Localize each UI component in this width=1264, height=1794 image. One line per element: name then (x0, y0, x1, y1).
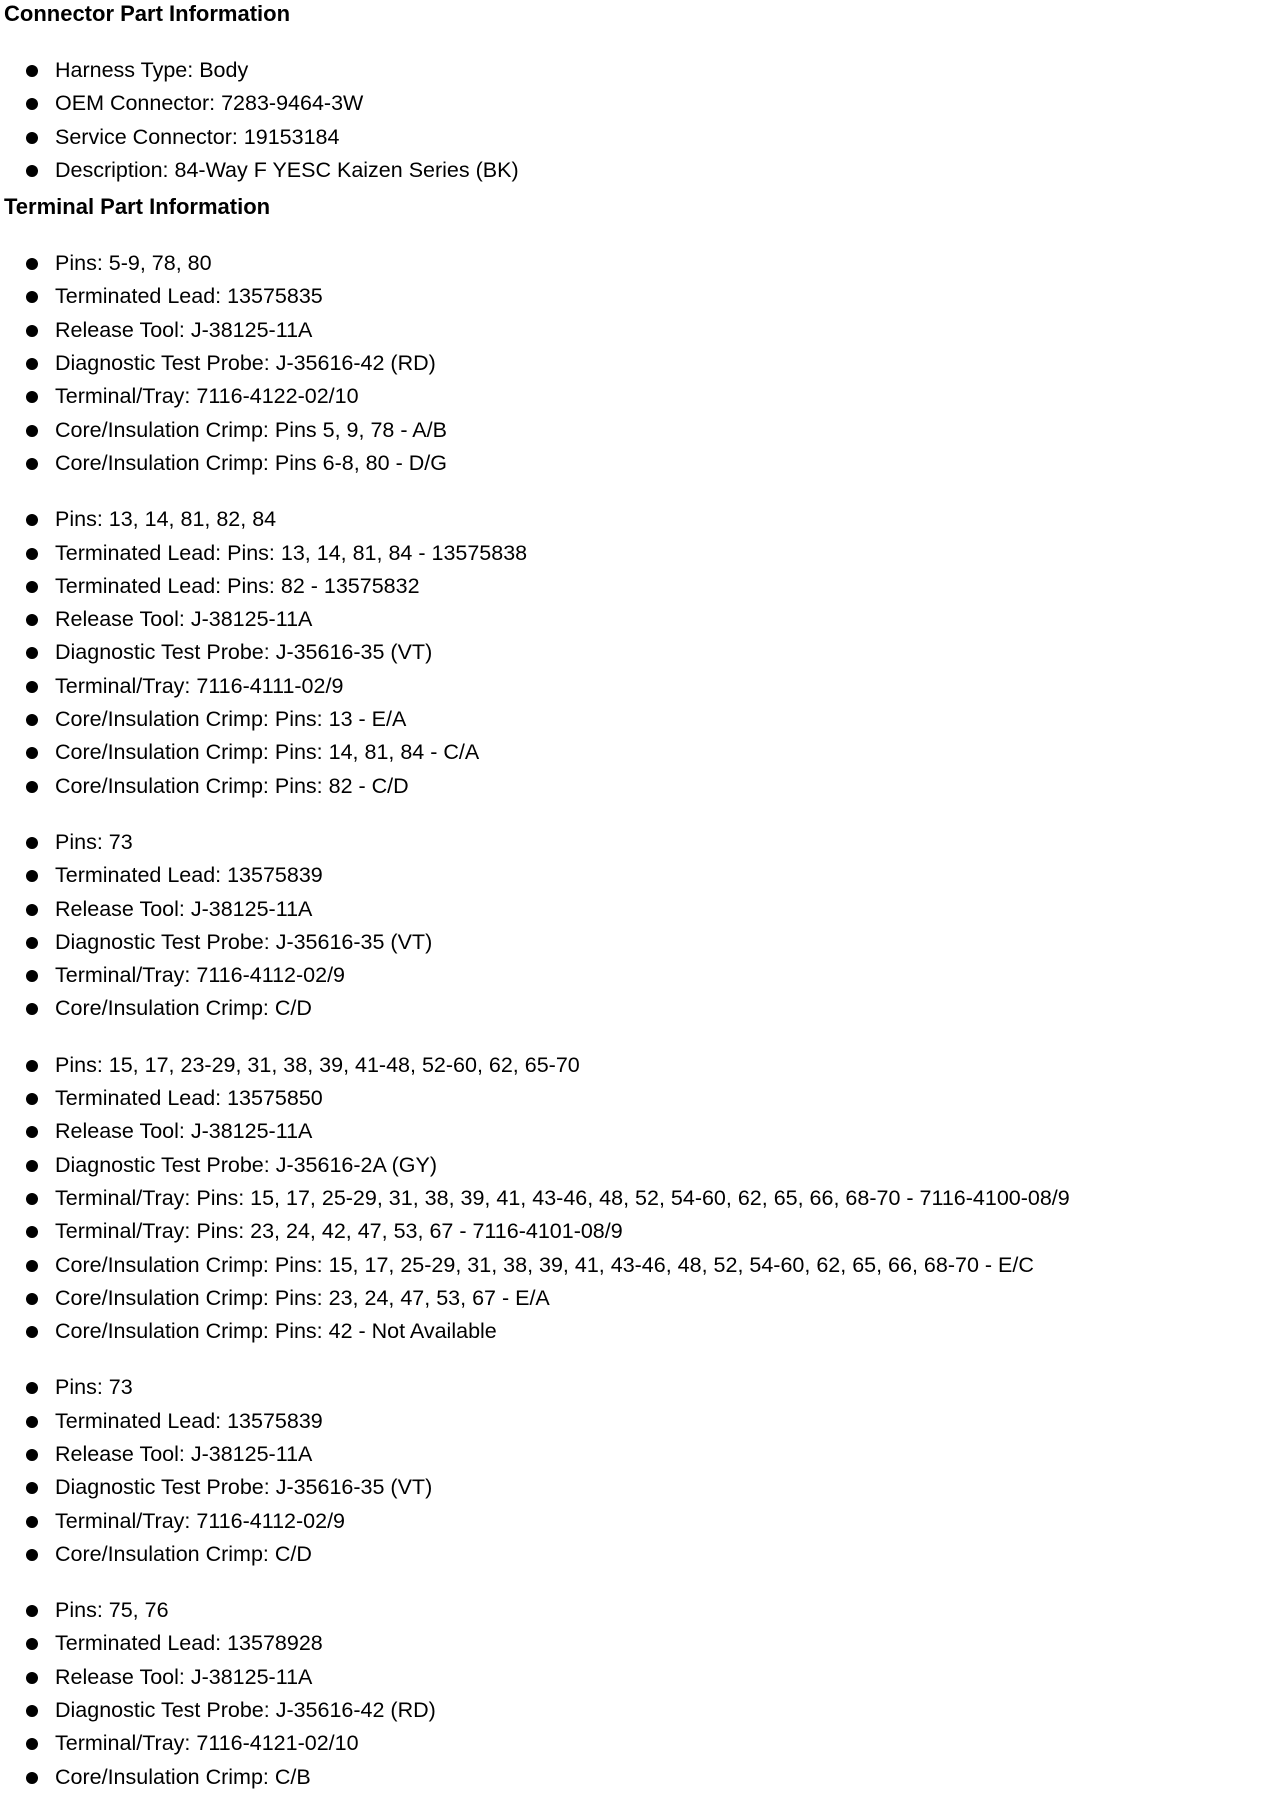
terminal-info-item: Core/Insulation Crimp: Pins: 82 - C/D (4, 770, 1264, 803)
terminal-info-item: Diagnostic Test Probe: J-35616-35 (VT) (4, 926, 1264, 959)
terminal-info-item: Terminated Lead: Pins: 13, 14, 81, 84 - 13575838 (4, 537, 1264, 570)
terminal-info-item: Terminated Lead: 13575850 (4, 1082, 1264, 1115)
terminal-group (4, 1049, 1264, 1349)
connector-info-item: OEM Connector: 7283-9464-3W (4, 87, 1264, 120)
terminal-info-item: Release Tool: J-38125-11A (4, 1438, 1264, 1471)
terminal-info-item: Core/Insulation Crimp: C/B (4, 1761, 1264, 1794)
terminal-info-item: Core/Insulation Crimp: Pins: 15, 17, 25-29, 31, 38, 39, 41, 43-46, 48, 52, 54-60, 62, 65, 66, 68-70 - E/C (4, 1249, 1264, 1282)
connector-part-list (4, 54, 1264, 187)
connector-part-heading: Connector Part Information (4, 1, 291, 26)
terminal-info-item: Diagnostic Test Probe: J-35616-2A (GY) (4, 1149, 1264, 1182)
terminal-part-heading: Terminal Part Information (4, 194, 271, 220)
terminal-info-item: Terminated Lead: 13575839 (4, 1405, 1264, 1438)
terminal-group (4, 503, 1264, 803)
terminal-info-item: Release Tool: J-38125-11A (4, 1115, 1264, 1148)
terminal-info-item: Core/Insulation Crimp: Pins: 14, 81, 84 - C/A (4, 736, 1264, 769)
terminal-info-item: Pins: 73 (4, 1371, 1264, 1404)
terminal-info-item: Terminated Lead: 13575835 (4, 280, 1264, 313)
terminal-info-item: Core/Insulation Crimp: Pins 5, 9, 78 - A/B (4, 414, 1264, 447)
terminal-info-item: Release Tool: J-38125-11A (4, 893, 1264, 926)
terminal-info-item: Terminal/Tray: 7116-4111-02/9 (4, 670, 1264, 703)
terminal-info-item: Terminal/Tray: Pins: 15, 17, 25-29, 31, 38, 39, 41, 43-46, 48, 52, 54-60, 62, 65, 66, 68-70 - 7116-4100-08/9 (4, 1182, 1264, 1215)
terminal-info-item: Core/Insulation Crimp: Pins: 13 - E/A (4, 703, 1264, 736)
terminal-info-item: Terminal/Tray: 7116-4121-02/10 (4, 1727, 1264, 1760)
terminal-group (4, 247, 1264, 480)
terminal-group (4, 1594, 1264, 1794)
terminal-info-item: Diagnostic Test Probe: J-35616-35 (VT) (4, 636, 1264, 669)
connector-info-item: Harness Type: Body (4, 54, 1264, 87)
terminal-info-item: Core/Insulation Crimp: Pins 6-8, 80 - D/G (4, 447, 1264, 480)
terminal-info-item: Terminated Lead: Pins: 82 - 13575832 (4, 570, 1264, 603)
terminal-info-item: Terminated Lead: 13578928 (4, 1627, 1264, 1660)
terminal-info-item: Pins: 75, 76 (4, 1594, 1264, 1627)
terminal-info-item: Core/Insulation Crimp: Pins: 42 - Not Available (4, 1315, 1264, 1348)
terminal-part-groups (4, 247, 1264, 1794)
terminal-info-item: Terminal/Tray: 7116-4112-02/9 (4, 959, 1264, 992)
terminal-info-item: Release Tool: J-38125-11A (4, 1661, 1264, 1694)
terminal-group (4, 1371, 1264, 1571)
terminal-info-item: Terminal/Tray: 7116-4122-02/10 (4, 380, 1264, 413)
terminal-info-item: Core/Insulation Crimp: C/D (4, 1538, 1264, 1571)
terminal-info-item: Terminated Lead: 13575839 (4, 859, 1264, 892)
terminal-info-item: Release Tool: J-38125-11A (4, 314, 1264, 347)
terminal-info-item: Pins: 15, 17, 23-29, 31, 38, 39, 41-48, 52-60, 62, 65-70 (4, 1049, 1264, 1082)
terminal-info-item: Terminal/Tray: 7116-4112-02/9 (4, 1505, 1264, 1538)
terminal-info-item: Pins: 13, 14, 81, 82, 84 (4, 503, 1264, 536)
terminal-info-item: Diagnostic Test Probe: J-35616-35 (VT) (4, 1471, 1264, 1504)
terminal-info-item: Diagnostic Test Probe: J-35616-42 (RD) (4, 347, 1264, 380)
terminal-info-item: Release Tool: J-38125-11A (4, 603, 1264, 636)
terminal-info-item: Pins: 5-9, 78, 80 (4, 247, 1264, 280)
terminal-group (4, 826, 1264, 1026)
terminal-info-item: Pins: 73 (4, 826, 1264, 859)
terminal-info-item: Diagnostic Test Probe: J-35616-42 (RD) (4, 1694, 1264, 1727)
terminal-info-item: Terminal/Tray: Pins: 23, 24, 42, 47, 53, 67 - 7116-4101-08/9 (4, 1215, 1264, 1248)
terminal-info-item: Core/Insulation Crimp: C/D (4, 992, 1264, 1025)
connector-info-item: Description: 84-Way F YESC Kaizen Series (BK) (4, 154, 1264, 187)
connector-info-item: Service Connector: 19153184 (4, 121, 1264, 154)
terminal-info-item: Core/Insulation Crimp: Pins: 23, 24, 47, 53, 67 - E/A (4, 1282, 1264, 1315)
